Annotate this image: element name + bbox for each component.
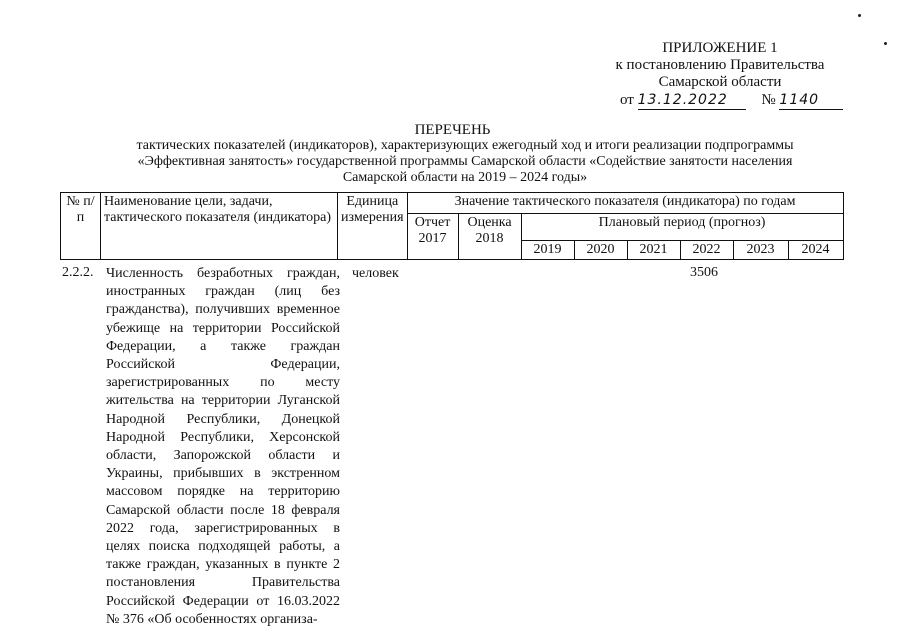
document-title: ПЕРЕЧЕНЬ — [414, 122, 491, 138]
col-year-2020: 2020 — [574, 241, 627, 260]
appendix-line-3: Самарской области — [658, 74, 782, 90]
col-report-year: 2017 — [418, 231, 447, 246]
col-year-2021: 2021 — [627, 241, 680, 260]
col-values-group-header: Значение тактического показателя (индикатора) по годам — [407, 193, 843, 214]
number-label: № — [761, 92, 776, 108]
col-year-2023: 2023 — [733, 241, 788, 260]
subtitle-line-1: тактических показателей (индикаторов), характеризующих ежегодный ход и итоги реализации подпрограммы — [136, 138, 794, 153]
col-report-label: Отчет — [414, 215, 451, 230]
indicators-table-header — [60, 192, 844, 260]
order-number: 1140 — [779, 92, 843, 110]
col-estimate-year: 2018 — [475, 231, 504, 246]
document-subtitle — [70, 138, 860, 186]
col-plan-group-header: Плановый период (прогноз) — [521, 214, 843, 241]
row-unit-text: человек — [352, 266, 399, 281]
subtitle-line-3: Самарской области на 2019 – 2024 годы» — [342, 170, 588, 185]
row-unit — [352, 265, 400, 283]
col-year-2019: 2019 — [521, 241, 574, 260]
scan-speck — [858, 14, 861, 17]
col-name-header: Наименование цели, задачи, тактического показателя (индикатора) — [101, 193, 338, 260]
col-estimate-header — [458, 214, 521, 260]
col-year-2022: 2022 — [680, 241, 733, 260]
scan-speck — [884, 42, 887, 45]
row-value-2022: 3506 — [690, 265, 718, 280]
from-label: от — [620, 92, 634, 108]
row-number: 2.2.2. — [62, 265, 94, 280]
col-num-header: № п/п — [61, 193, 101, 260]
subtitle-line-2: «Эффективная занятость» государственной программы Самарской области «Содействие занятости населения — [137, 154, 793, 169]
order-date: 13.12.2022 — [638, 92, 746, 110]
col-estimate-label: Оценка — [467, 215, 512, 230]
appendix-title: ПРИЛОЖЕНИЕ 1 — [662, 40, 778, 56]
row-indicator-name: Численность безработных граждан, иностранных граждан (лиц без гражданства), получивших временное убежище на территории Российской Федерации, а также граждан Российской Федерации, зарегистрированных по месту жительства на территории Луганской Народной Республики, Донецкой Народной Республики, Херсонской области, Запорожской области и Украины, прибывших в экстренном массовом порядке на территорию Самарской области после 18 февраля 2022 года, зарегистрированных в целях поиска подходящей работы, а также граждан, указанных в пункте 2 постановления Правительства Российской Федерации от 16.03.2022 № 376 «Об особенностях организа- — [106, 266, 340, 627]
appendix-block — [560, 40, 880, 91]
col-unit-header: Единица измерения — [338, 193, 408, 260]
col-report-header — [407, 214, 458, 260]
appendix-line-2: к постановлению Правительства — [615, 57, 825, 73]
col-year-2024: 2024 — [788, 241, 843, 260]
order-date-number — [620, 92, 880, 110]
